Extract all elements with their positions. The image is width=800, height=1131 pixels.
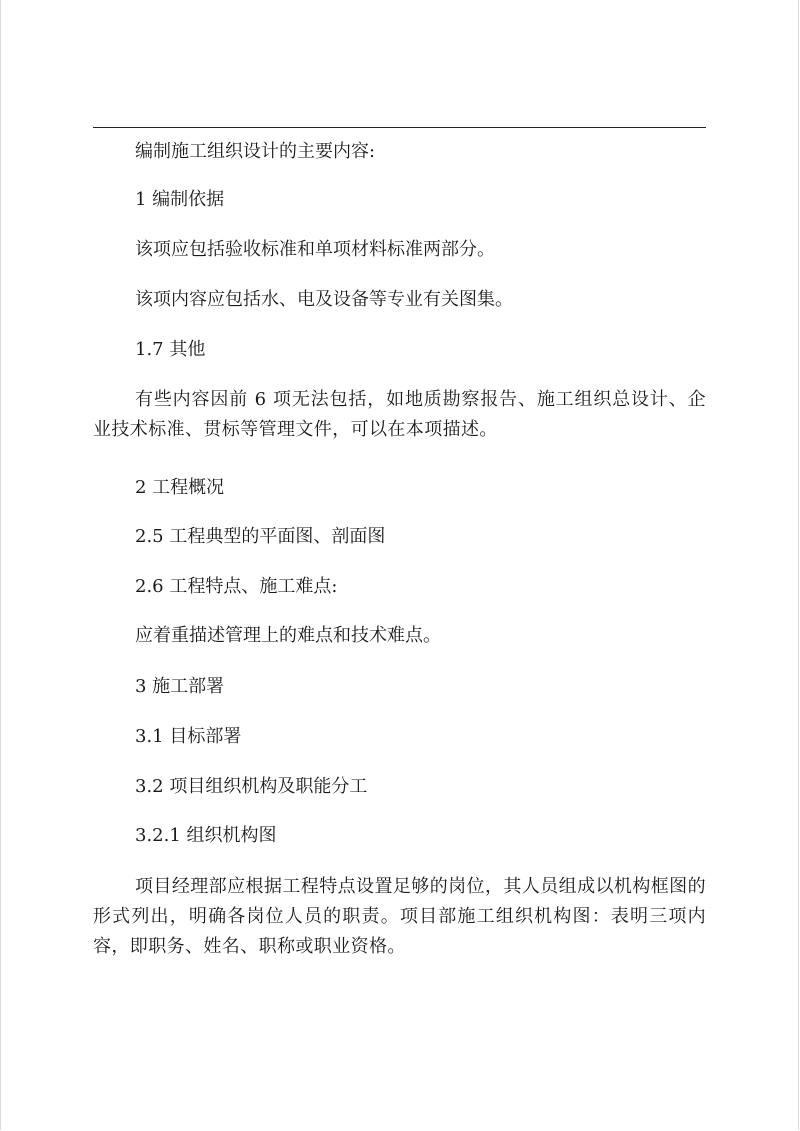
paragraph: 项目经理部应根据工程特点设置足够的岗位，其人员组成以机构框图的形式列出，明确各岗位人员的职责。项目部施工组织机构图：表明三项内容，即职务、姓名、职称或职业资格。 (93, 876, 706, 957)
section-heading: 3.2.1 组织机构图 (135, 825, 277, 846)
section-heading: 2.5 工程典型的平面图、剖面图 (135, 526, 386, 547)
section-heading: 3.2 项目组织机构及职能分工 (135, 776, 368, 797)
section-heading: 3.1 目标部署 (135, 726, 242, 747)
section-heading: 1.7 其他 (135, 339, 206, 360)
paragraph: 有些内容因前 6 项无法包括，如地质勘察报告、施工组织总设计、企业技术标准、贯标等管理文件，可以在本项描述。 (93, 389, 706, 440)
section-heading: 2 工程概况 (135, 477, 225, 498)
header-rule (93, 127, 706, 128)
intro-line: 编制施工组织设计的主要内容: (135, 141, 376, 162)
paragraph: 该项应包括验收标准和单项材料标准两部分。 (135, 239, 495, 260)
section-heading: 1 编制依据 (135, 189, 225, 210)
paragraph: 应着重描述管理上的难点和技术难点。 (135, 625, 441, 646)
section-heading: 3 施工部署 (135, 676, 225, 697)
section-heading: 2.6 工程特点、施工难点: (135, 576, 338, 597)
paragraph: 该项内容应包括水、电及设备等专业有关图集。 (135, 289, 513, 310)
